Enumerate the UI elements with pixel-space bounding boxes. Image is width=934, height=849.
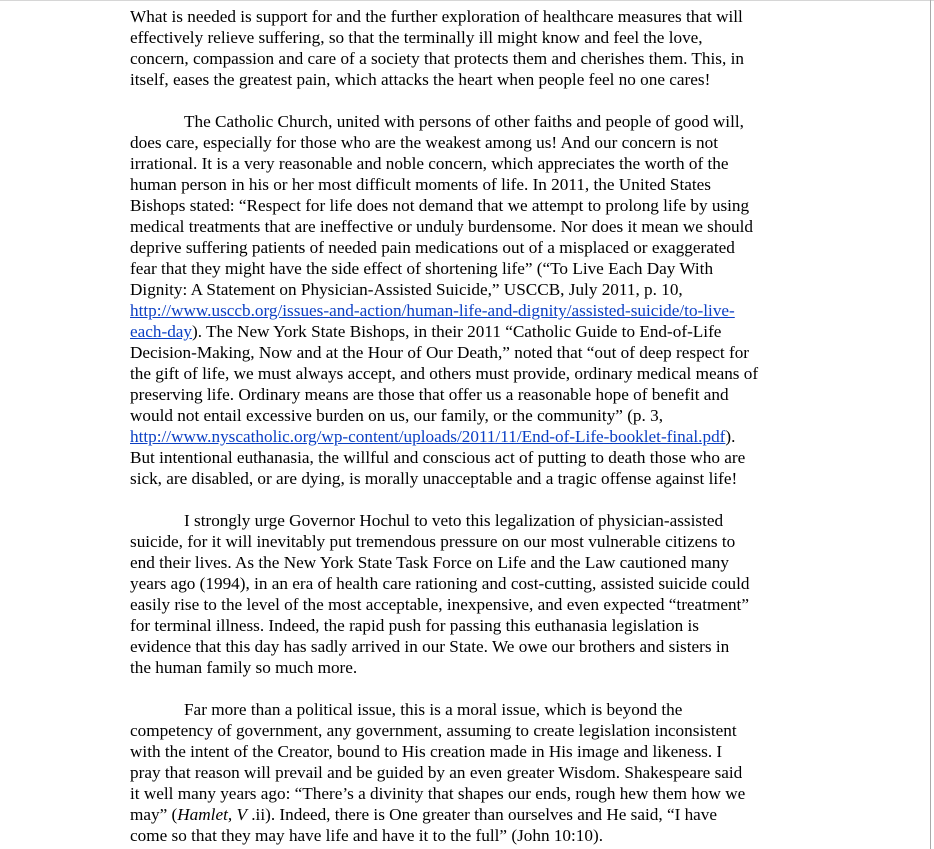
text-line: would not entail excessive burden on us, our family, or the community” (p. 3, <box>130 406 664 425</box>
text-line: competency of government, any government, assuming to create legislation inconsistent <box>130 721 737 740</box>
text-line: suicide, for it will inevitably put tremendous pressure on our most vulnerable citizens to <box>130 532 736 551</box>
text-line: fear that they might have the side effect of shortening life” (“To Live Each Day With <box>130 259 714 278</box>
text-line <box>130 321 810 342</box>
text-line: effectively relieve suffering, so that the terminally ill might know and feel the love, <box>130 28 703 47</box>
paragraph-healthcare-measures <box>130 6 810 90</box>
text-line: preserving life. Ordinary means are those that offer us a reasonable hope of benefit and <box>130 385 729 404</box>
text-line <box>130 426 810 447</box>
text-line: concern, compassion and care of a society that protects them and cherishes them. This, in <box>130 49 744 68</box>
usccb-link-continued[interactable]: each-day <box>130 322 193 341</box>
paragraph-urge-veto <box>130 510 810 678</box>
text-line: evidence that this day has sadly arrived in our State. We owe our brothers and sisters in <box>130 637 730 656</box>
text-line: What is needed is support for and the further exploration of healthcare measures that will <box>130 7 743 26</box>
text-line: sick, are disabled, or are dying, is morally unacceptable and a tragic offense against life! <box>130 469 738 488</box>
text-line: itself, eases the greatest pain, which attacks the heart when people feel no one cares! <box>130 70 711 89</box>
text-line: end their lives. As the New York State Task Force on Life and the Law cautioned many <box>130 553 729 572</box>
text-line <box>130 804 810 825</box>
text-line: come so that they may have life and have it to the full” (John 10:10). <box>130 826 604 845</box>
usccb-link[interactable]: http://www.usccb.org/issues-and-action/human-life-and-dignity/assisted-suicide/to-live- <box>130 301 735 320</box>
text-line: for terminal illness. Indeed, the rapid push for passing this euthanasia legislation is <box>130 616 699 635</box>
text-line: medical treatments that are ineffective or unduly burdensome. Nor does it mean we should <box>130 217 754 236</box>
text-line: pray that reason will prevail and be guided by an even greater Wisdom. Shakespeare said <box>130 763 743 782</box>
text-line: Bishops stated: “Respect for life does not demand that we attempt to prolong life by using <box>130 196 750 215</box>
hamlet-citation: Hamlet, V <box>177 805 247 824</box>
text-line: irrational. It is a very reasonable and noble concern, which appreciates the worth of the <box>130 154 729 173</box>
page-right-border <box>930 0 931 849</box>
text-line: deprive suffering patients of needed pain medications out of a misplaced or exaggerated <box>130 238 735 257</box>
text-fragment: ). <box>725 427 736 446</box>
text-line: The Catholic Church, united with persons of other faiths and people of good will, <box>184 112 744 131</box>
text-fragment: ). The New York State Bishops, in their 2011 “Catholic Guide to End-of-Life <box>192 322 722 341</box>
paragraph-spacer <box>130 489 810 510</box>
text-line: years ago (1994), in an era of health care rationing and cost-cutting, assisted suicide could <box>130 574 750 593</box>
text-line: easily rise to the level of the most acceptable, inexpensive, and even expected “treatment” <box>130 595 749 614</box>
text-line: Dignity: A Statement on Physician-Assisted Suicide,” USCCB, July 2011, p. 10, <box>130 280 683 299</box>
text-fragment: may” ( <box>130 805 178 824</box>
paragraph-catholic-church <box>130 111 810 489</box>
text-line: I strongly urge Governor Hochul to veto this legalization of physician-assisted <box>184 511 724 530</box>
text-line: the human family so much more. <box>130 658 358 677</box>
text-line: But intentional euthanasia, the willful and conscious act of putting to death those who are <box>130 448 746 467</box>
text-fragment: .ii). Indeed, there is One greater than ourselves and He said, “I have <box>246 805 718 824</box>
top-edge-divider <box>0 0 934 1</box>
paragraph-spacer <box>130 678 810 699</box>
text-line: the gift of life, we must always accept, and others must provide, ordinary medical means of <box>130 364 759 383</box>
nyscatholic-link[interactable]: http://www.nyscatholic.org/wp-content/uploads/2011/11/End-of-Life-booklet-final.pdf <box>130 427 726 446</box>
text-line: does care, especially for those who are the weakest among us! And our concern is not <box>130 133 718 152</box>
paragraph-spacer <box>130 90 810 111</box>
document-body <box>130 6 810 846</box>
text-line <box>130 300 810 321</box>
text-line: Far more than a political issue, this is a moral issue, which is beyond the <box>184 700 683 719</box>
text-line: human person in his or her most difficult moments of life. In 2011, the United States <box>130 175 711 194</box>
text-line: with the intent of the Creator, bound to His creation made in His image and likeness. I <box>130 742 723 761</box>
paragraph-moral-issue <box>130 699 810 846</box>
text-line: Decision-Making, Now and at the Hour of Our Death,” noted that “out of deep respect for <box>130 343 750 362</box>
text-line: it well many years ago: “There’s a divinity that shapes our ends, rough hew them how we <box>130 784 746 803</box>
